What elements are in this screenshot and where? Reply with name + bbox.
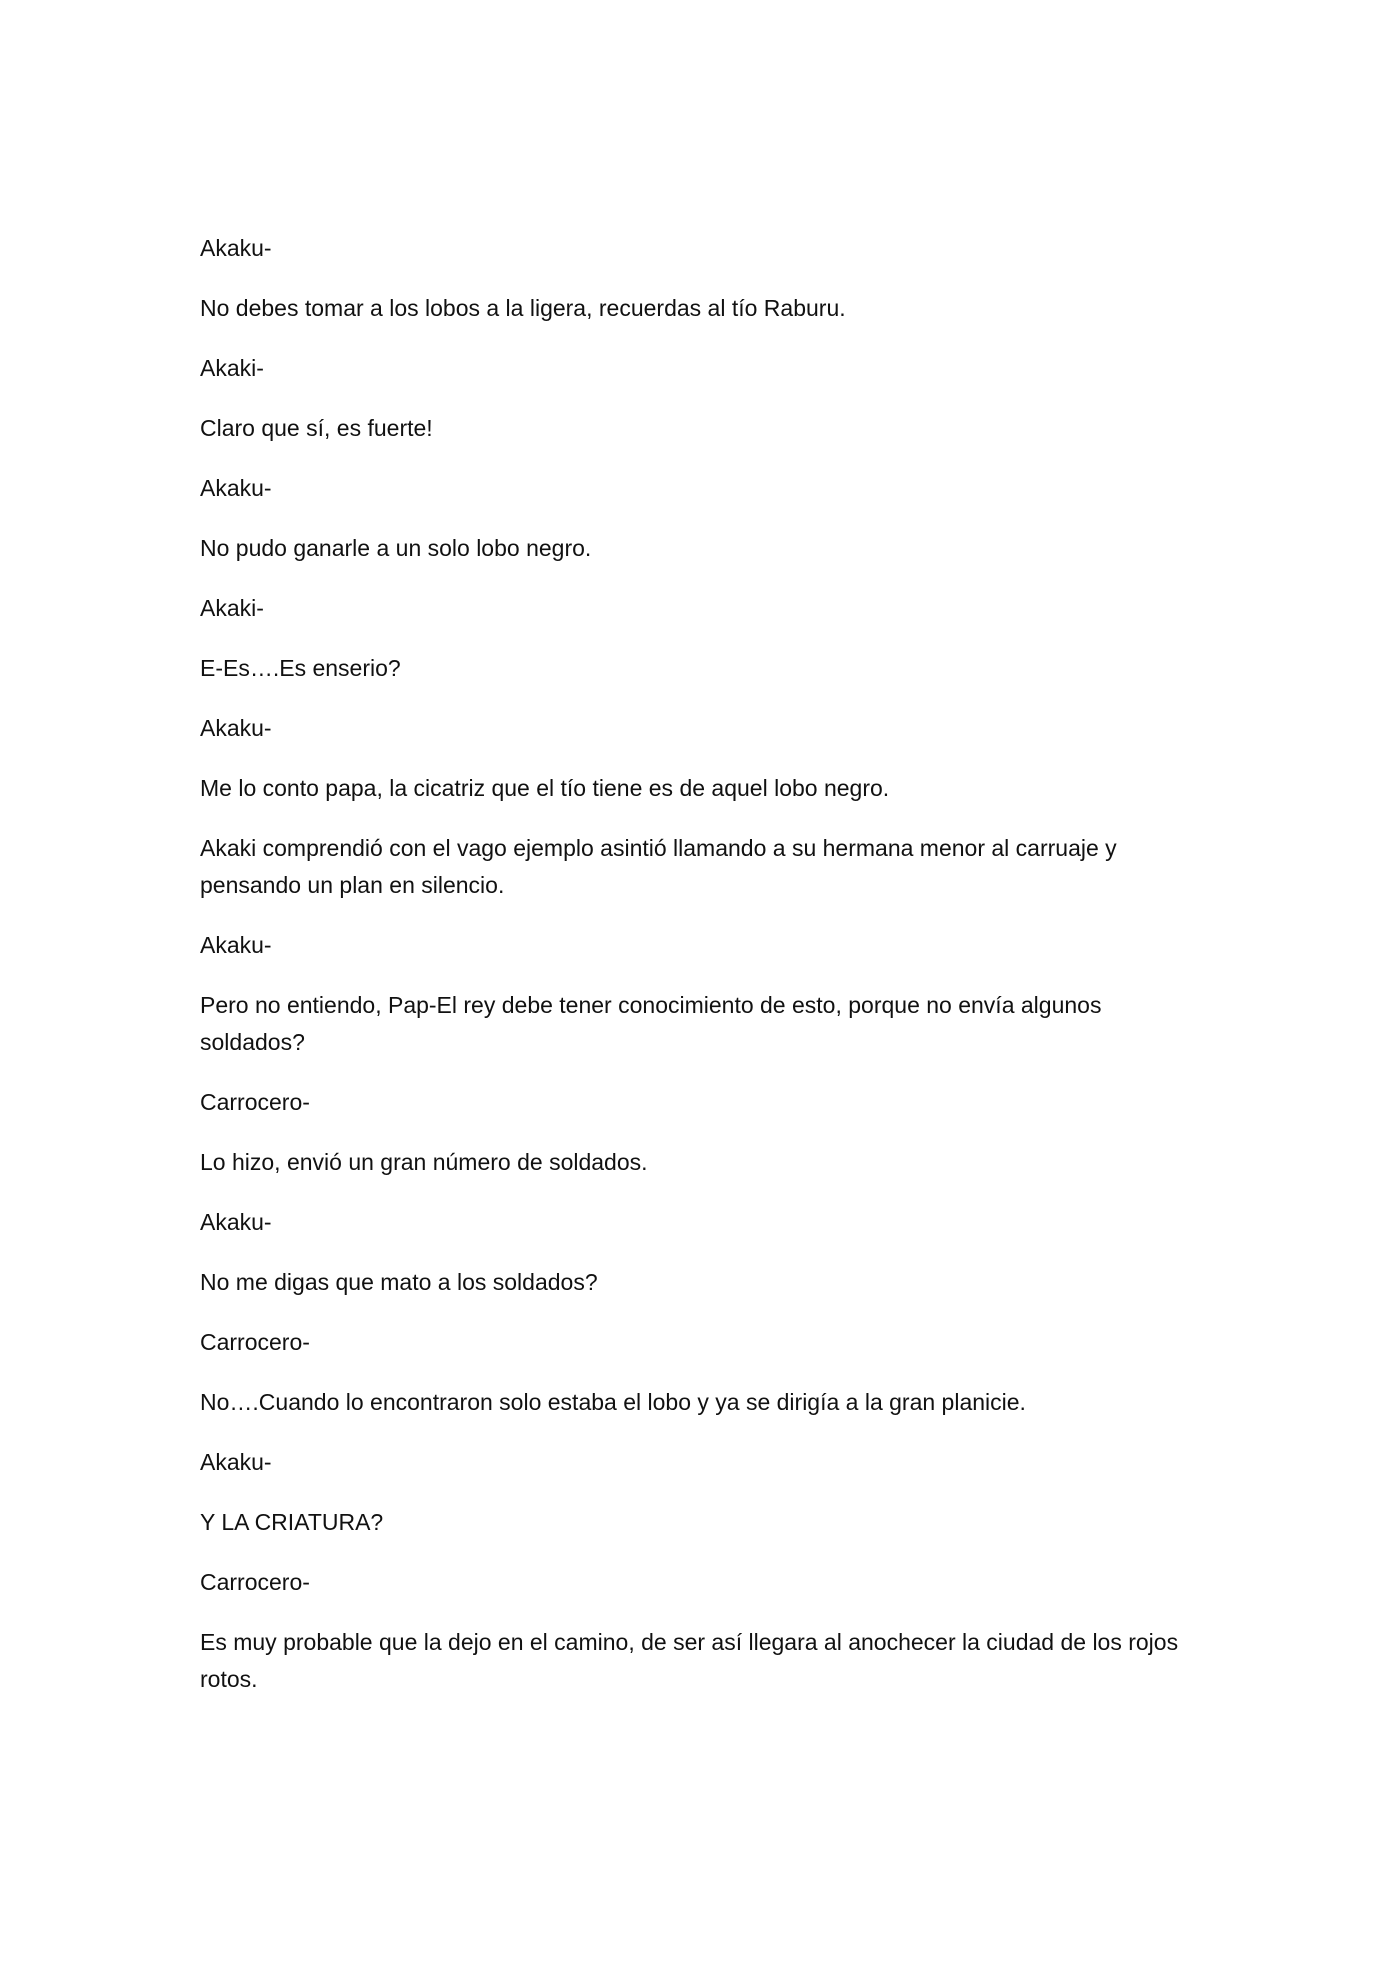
dialogue-line: Pero no entiendo, Pap-El rey debe tener conocimiento de esto, porque no envía algunos soldados? [200, 992, 1102, 1055]
speaker-label: Carrocero- [200, 1329, 310, 1355]
dialogue-line: Lo hizo, envió un gran número de soldados. [200, 1149, 648, 1175]
speaker-label: Akaki- [200, 355, 264, 381]
speaker-label: Akaku- [200, 1449, 272, 1475]
dialogue-line: No me digas que mato a los soldados? [200, 1269, 598, 1295]
dialogue-line: Y LA CRIATURA? [200, 1509, 384, 1535]
dialogue-line: No pudo ganarle a un solo lobo negro. [200, 535, 592, 561]
dialogue-line: E-Es….Es enserio? [200, 655, 401, 681]
speaker-label: Akaku- [200, 475, 272, 501]
speaker-label: Carrocero- [200, 1569, 310, 1595]
dialogue-line: Claro que sí, es fuerte! [200, 415, 433, 441]
dialogue-line: Me lo conto papa, la cicatriz que el tío tiene es de aquel lobo negro. [200, 775, 890, 801]
speaker-label: Akaku- [200, 715, 272, 741]
narration-paragraph: Akaki comprendió con el vago ejemplo asintió llamando a su hermana menor al carruaje y pensando un plan en silencio. [200, 835, 1117, 898]
speaker-label: Akaku- [200, 932, 272, 958]
document-body [200, 230, 1200, 1721]
speaker-label: Carrocero- [200, 1089, 310, 1115]
dialogue-line: No….Cuando lo encontraron solo estaba el lobo y ya se dirigía a la gran planicie. [200, 1389, 1026, 1415]
dialogue-line: Es muy probable que la dejo en el camino, de ser así llegara al anochecer la ciudad de los rojos rotos. [200, 1629, 1179, 1692]
speaker-label: Akaku- [200, 1209, 272, 1235]
dialogue-line: No debes tomar a los lobos a la ligera, recuerdas al tío Raburu. [200, 295, 846, 321]
speaker-label: Akaku- [200, 235, 272, 261]
speaker-label: Akaki- [200, 595, 264, 621]
